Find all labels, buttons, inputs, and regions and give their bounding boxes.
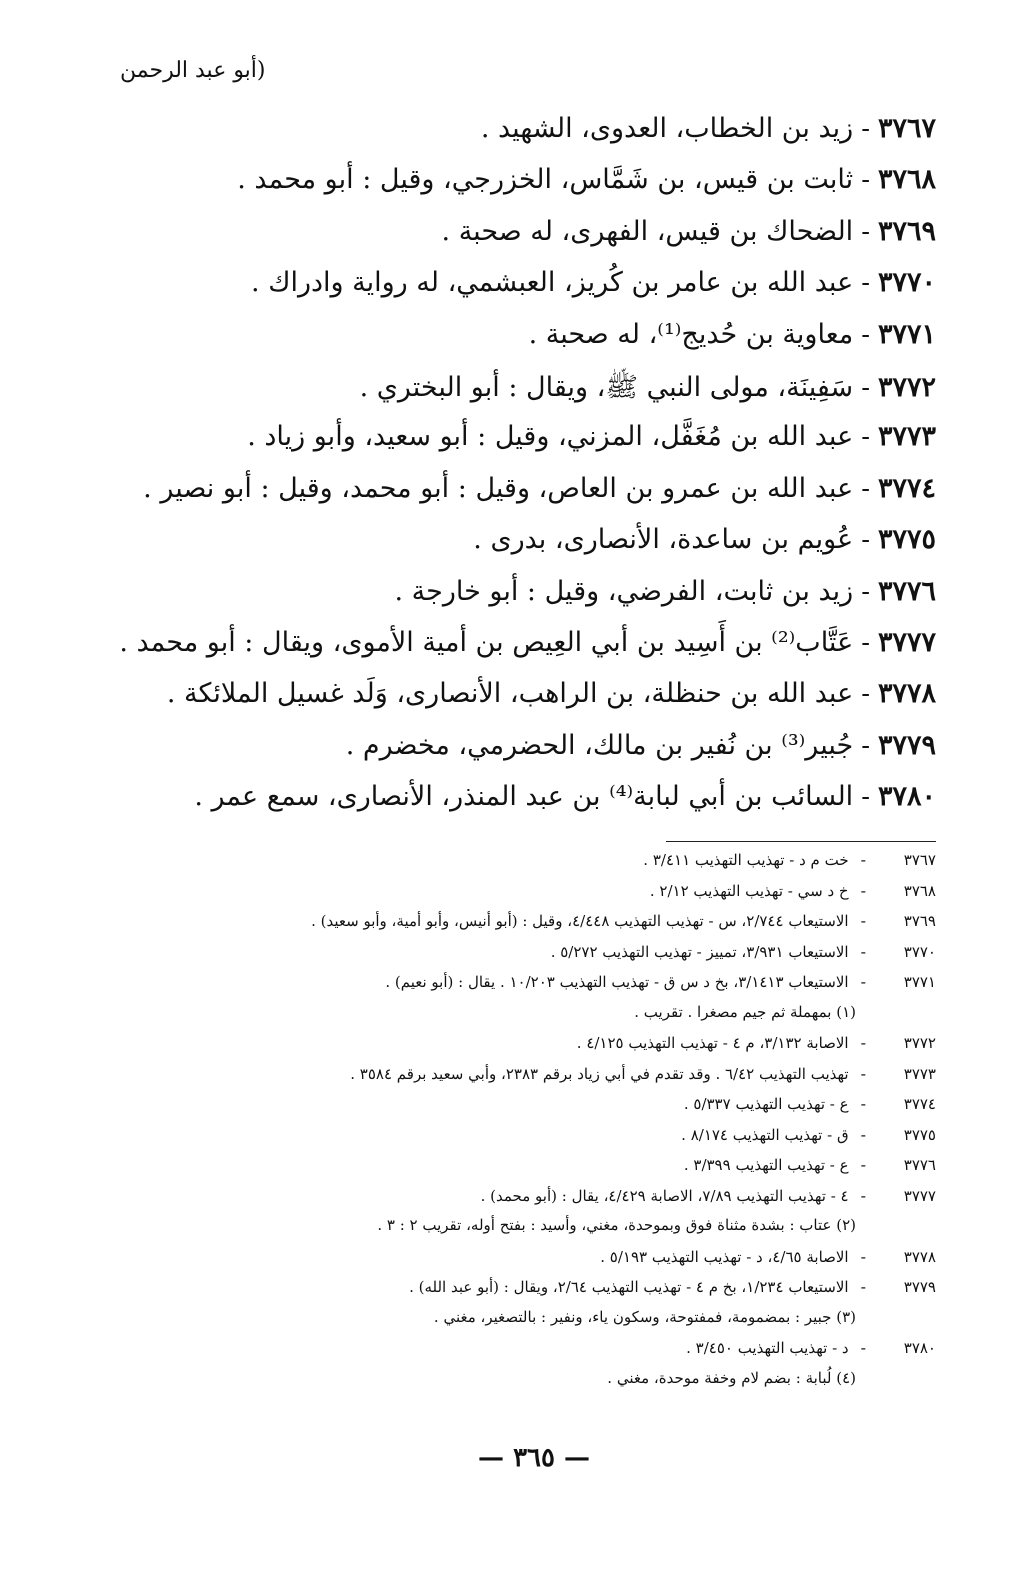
footnote-text: الاستيعاب ٣/٩٣١، تمييز - تهذيب التهذيب ٥/٢٧٢ . [550,942,849,961]
entry-line [96,781,936,832]
entry-text: ثابت بن قيس، بن شَمَّاس، الخزرجي، وقيل : أبو محمد . [237,164,854,196]
footnote-number: ٣٧٨٠ [903,1339,936,1357]
entry-number: ٣٧٧٩ [877,729,936,761]
entry-number: ٣٧٧٦ [877,575,936,607]
entry-number: ٣٧٧٤ [877,472,936,504]
footnote-line [76,1247,936,1278]
footnote-line [76,1033,936,1064]
entry-text: عبد الله بن حنظلة، بن الراهب، الأنصارى، وَلَد غسيل الملائكة . [166,678,854,710]
footnote-number: ٣٧٧٩ [903,1278,936,1296]
footnote-line [76,1277,936,1308]
running-head: (أبو عبد الرحمن [120,58,266,83]
entry-text: معاوية بن حُديج⁽¹⁾، له صحبة . [528,318,854,350]
entry-dash: - [861,216,870,247]
footnote-sub-line [76,1369,936,1400]
footnote-sub-line [76,1003,936,1034]
page-number: — ٣٦٥ — [478,1443,591,1473]
footnote-text: ٤ - تهذيب التهذيب ٧/٨٩، الاصابة ٤/٤٢٩، يقال : (أبو محمد) . [480,1186,849,1205]
footnote-dash: - [860,1246,866,1266]
footnote-text: ق - تهذيب التهذيب ٨/١٧٤ . [681,1125,849,1144]
footnotes-list [76,850,936,1399]
entry-number: ٣٧٧٧ [877,626,936,658]
footnote-number: ٣٧٧٤ [903,1095,936,1113]
footnote-dash: - [860,941,866,961]
entry-text: عبد الله بن عمرو بن العاص، وقيل : أبو محمد، وقيل : أبو نصير . [143,472,854,504]
entry-line [96,627,936,678]
footnote-dash: - [860,1338,866,1357]
entry-line [96,421,936,472]
entry-dash: - [861,268,870,299]
entry-line [96,113,936,164]
entry-dash: - [861,730,870,761]
entry-text: زيد بن ثابت، الفرضي، وقيل : أبو خارجة . [394,575,854,607]
footnote-line [76,1064,936,1095]
footnote-text: الاستيعاب ٣/١٤١٣، بخ د س ق - تهذيب التهذيب ١٠/٢٠٣ . يقال : (أبو نعيم) . [385,973,849,991]
footnote-text: الاصابة ٤/٦٥، د - تهذيب التهذيب ٥/١٩٣ . [600,1247,849,1266]
footnote-dash: - [860,1063,866,1083]
footnote-text: خ د سي - تهذيب التهذيب ٢/١٢ . [649,881,849,900]
entry-dash: - [861,782,870,813]
entry-dash: - [861,679,870,710]
entry-line [96,319,936,370]
entry-number: ٣٧٦٩ [877,215,936,247]
entry-number: ٣٧٧١ [877,318,936,350]
footnote-dash: - [860,1155,866,1174]
footnote-dash: - [860,1124,866,1144]
entry-number: ٣٧٧٥ [877,524,936,556]
footnote-sub-line [76,1216,936,1247]
footnote-line [76,1338,936,1369]
footnote-text: (٣) جبير : بمضمومة، فمفتوحة، وسكون ياء، ونفير : بالتصغير، مغني . [433,1307,856,1326]
footnote-text: الاصابة ٣/١٣٢، م ٤ - تهذيب التهذيب ٤/١٢٥ . [576,1034,849,1052]
entry-line [96,370,936,421]
footnote-text: (٢) عتاب : بشدة مثناة فوق وبموحدة، مغني، وأسيد : بفتح أوله، تقريب ٢ : ٣ . [377,1216,856,1234]
entry-text: سَفِينَة، مولى النبي ﷺ، ويقال : أبو البختري . [359,371,854,403]
entry-dash: - [861,525,870,556]
entry-line [96,678,936,729]
footnote-line [76,1155,936,1186]
entry-dash: - [861,422,870,453]
entry-number: ٣٧٦٨ [877,164,936,196]
footnote-number: ٣٧٧٢ [903,1034,936,1052]
entry-text: عبد الله بن مُغَفَّل، المزني، وقيل : أبو سعيد، وأبو زياد . [247,421,854,453]
footnote-dash: - [860,911,866,930]
entry-dash: - [861,627,870,658]
footnote-dash: - [860,850,866,869]
entry-line [96,730,936,781]
entry-line [96,524,936,575]
footnote-number: ٣٧٧٦ [903,1156,936,1174]
entry-number: ٣٧٧٣ [877,421,936,453]
entry-dash: - [861,576,870,607]
entry-dash: - [861,319,870,350]
footnote-dash: - [860,1185,866,1205]
footnote-number: ٣٧٧٣ [903,1064,936,1083]
footnote-number: ٣٧٦٨ [903,881,936,900]
footnote-text: الاستيعاب ٢/٧٤٤، س - تهذيب التهذيب ٤/٤٤٨، وقيل : (أبو أنيس، وأبو أمية، وأبو سعيد) . [311,912,849,930]
footnote-line [76,1186,936,1217]
entry-number: ٣٧٧٠ [877,267,936,299]
footnote-dash: - [860,1277,866,1296]
footnote-text: خت م د - تهذيب التهذيب ٣/٤١١ . [643,851,849,869]
entry-number: ٣٧٦٧ [877,113,936,144]
entry-number: ٣٧٧٨ [877,678,936,710]
entry-dash: - [861,372,870,403]
footnote-text: ع - تهذيب التهذيب ٣/٣٩٩ . [683,1156,849,1174]
entry-line [96,267,936,318]
footnote-number: ٣٧٦٧ [903,851,936,869]
footnote-line [76,942,936,973]
entry-dash: - [861,114,870,144]
footnote-number: ٣٧٧٧ [903,1186,936,1205]
entry-text: عُويم بن ساعدة، الأنصارى، بدرى . [473,524,854,556]
entry-line [96,576,936,627]
entry-number: ٣٧٨٠ [877,781,936,813]
footnote-text: ع - تهذيب التهذيب ٥/٣٣٧ . [683,1095,849,1113]
footnote-text: الاستيعاب ١/٢٣٤، بخ م ٤ - تهذيب التهذيب ٢/٦٤، ويقال : (أبو عبد الله) . [409,1278,849,1296]
footnote-line [76,850,936,881]
entry-line [96,473,936,524]
entry-line [96,216,936,267]
footnote-line [76,1094,936,1125]
entry-text: عَتَّاب⁽²⁾ بن أَسِيد بن أبي العِيص بن أمية الأموى، ويقال : أبو محمد . [119,626,854,658]
entry-text: الضحاك بن قيس، الفهرى، له صحبة . [441,215,854,247]
footnote-text: (٤) لُبابة : بضم لام وخفة موحدة، مغني . [607,1368,856,1387]
entry-line [96,164,936,215]
footnote-number: ٣٧٧١ [903,973,936,991]
footnote-dash: - [860,972,866,991]
footnote-text: د - تهذيب التهذيب ٣/٤٥٠ . [686,1339,849,1357]
entry-number: ٣٧٧٢ [877,371,936,403]
footnote-line [76,911,936,942]
footnote-number: ٣٧٧٠ [903,942,936,961]
footnote-dash: - [860,1033,866,1052]
footnote-number: ٣٧٧٨ [903,1247,936,1266]
footnote-dash: - [860,1094,866,1113]
entry-text: زيد بن الخطاب، العدوى، الشهيد . [480,113,854,144]
footnote-text: تهذيب التهذيب ٦/٤٢ . وقد تقدم في أبي زياد برقم ٢٣٨٣، وأبي سعيد برقم ٣٥٨٤ . [350,1064,849,1083]
entry-text: جُبير⁽³⁾ بن نُفير بن مالك، الحضرمي، مخضرم . [345,729,854,761]
footnote-line [76,1125,936,1156]
entry-text: السائب بن أبي لبابة⁽⁴⁾ بن عبد المنذر، الأنصارى، سمع عمر . [194,781,854,813]
footnote-text: (١) بمهملة ثم جيم مصغرا . تقريب . [634,1002,856,1021]
footnote-number: ٣٧٧٥ [903,1125,936,1144]
entry-dash: - [861,165,870,196]
footnote-number: ٣٧٦٩ [903,912,936,930]
entries-list [96,113,936,832]
footnote-line [76,881,936,912]
footnote-dash: - [860,880,866,900]
footnote-sub-line [76,1308,936,1339]
entry-dash: - [861,473,870,504]
footnote-line [76,972,936,1003]
footnote-separator [666,841,936,842]
entry-text: عبد الله بن عامر بن كُريز، العبشمي، له رواية وادراك . [251,267,854,299]
